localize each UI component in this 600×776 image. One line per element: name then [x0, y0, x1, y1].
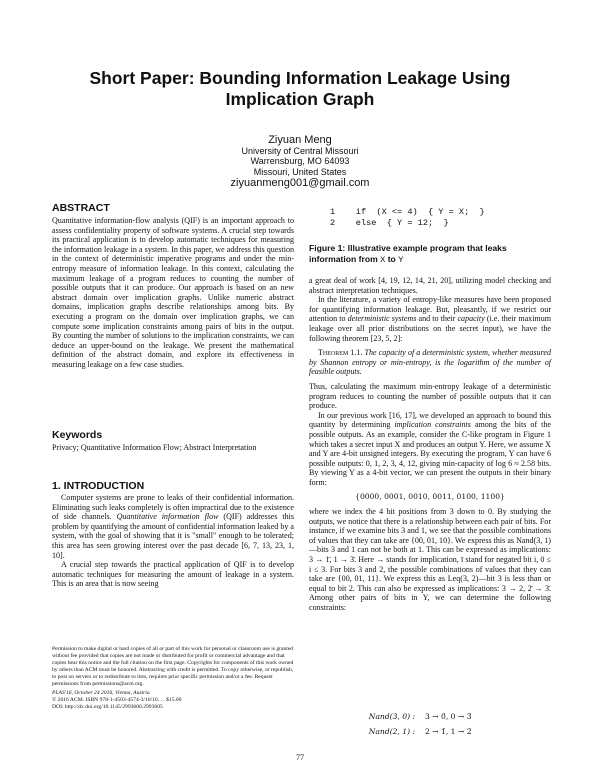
abstract-heading: ABSTRACT	[52, 202, 110, 214]
title-line-2: Implication Graph	[225, 89, 375, 109]
paragraph-thus: Thus, calculating the maximum min-entropy leakage of a deterministic program reduces to counting the number of possible outputs that it can produce.	[309, 381, 551, 411]
code-line-1: 1 if (X <= 4) { Y = X; }	[330, 207, 485, 217]
paragraph-where: where we index the 4 bit positions from 3 down to 0. By studying the outputs, we notice that there is a relationship between each pair of bits. For instance, if we examine bits 3 and 1, we see that the possible combinations of values that they can take are {00, 01, 10}. We express this as Nand(3, 1)—bits 3 and 1 can not be both at 1. This can be expressed as implications: 3 → 1̄, 1 → 3̄. Here → stands for implication, ī stand for negated bit i, 0 ≤ i ≤ 3. For bits 3 and 2, the possible combinations of values that they can take are {00, 01, 11}. We express this as Leq(3, 2)—bit 3 is less than or equal to bit 2. This can also be expressed as implications: 3 → 2, 2̄ → 3̄. Among other pairs of bits in Y, we can determine the following constraints:	[309, 507, 551, 612]
right-column-text	[309, 276, 551, 613]
permission-footnote	[52, 646, 294, 711]
title-line-1: Short Paper: Bounding Information Leakage Using	[89, 68, 511, 88]
copyright-line: © 2016 ACM. ISBN 978-1-4503-4574-3/16/10. . . $15.00	[52, 697, 182, 704]
intro-paragraph-2: A crucial step towards the practical application of QIF is to develop automatic techniques for measuring the amount of leakage in a system. This is an area that is now seeing	[52, 560, 294, 589]
abstract-text	[52, 216, 294, 370]
abstract-paragraph: Quantitative information-flow analysis (QIF) is an important approach to assess confidentiality property of software systems. A crucial step towards its practical application is to develop automatic techniques for measuring the information leakage in a system. In this paper, we address this question in the context of deterministic imperative programs and under the min-entropy measure of information leakage. In this context, calculating the maximum leakage of a program reduces to counting the number of possible outputs that it can produce. Our approach is based on an new abstract domain over implication graphs. Unlike numeric abstract domains, implication graphs describe relationships among bits. By executing a program on the domain over implication graphs, we can compute some implication constraints among pairs of bits in the output. By counting the number of solutions to the implication constraints, we can deduce an upper-bound on the leakage. We present the mathematical definition of the abstract domain, and explore its effectiveness in measuring leakage on a few case studies.	[52, 216, 294, 369]
intro-paragraph-1: Computer systems are prone to leaks of their confidential information. Eliminating such leaks completely is often impractical due to the existence of side channels. Quantitative information flow (QIF) addresses this problem by quantifying the amount of confidential information leaked by a system, with the goal of showing that it is "small" enough to be tolerated; this area has seen growing interest over the past decade [6, 7, 13, 23, 1, 10].	[52, 493, 294, 560]
equation-1-right: 3 → 0̄, 0 → 3̄	[425, 712, 472, 721]
intro-text	[52, 493, 294, 589]
paragraph-previous-work: In our previous work [16, 17], we developed an approach to bound this quantity by determining implication constraints among the bits of the possible outputs. As an example, consider the C-like program in Figure 1 which takes a secret input X and produces an output Y. Here, we assume X and Y are 4-bit unsigned integers. By executing the program, Y can have 6 possible outputs: 0, 1, 2, 3, 4, 12, giving min-capacity of log 6 ≈ 2.58 bits. By viewing Y as a 4-bit vector, we can present the outputs in their binary form:	[309, 410, 552, 487]
keywords-heading: Keywords	[52, 429, 103, 441]
author-email: ziyuanmeng001@gmail.com	[230, 177, 370, 189]
doi-line: DOI: http://dx.doi.org/10.1145/2993600.2993605	[52, 704, 163, 711]
affiliation-line-2: Warrensburg, MO 64093	[250, 156, 350, 166]
code-line-2: 2 else { Y = 12; }	[330, 218, 449, 228]
venue-line: PLAS'16, October 24 2016, Vienna, Austria	[52, 690, 150, 697]
page-number: 77	[296, 753, 304, 762]
equation-2-left: Nand(2, 1) :	[368, 727, 415, 736]
keywords-text: Privacy; Quantitative Information Flow; Abstract Interpretation	[52, 443, 257, 452]
paper-title	[60, 68, 540, 110]
permission-text: Permission to make digital or hard copies of all or part of this work for personal or classroom use is granted without fee provided that copies are not made or distributed for profit or commercial advantage and that copies bear this notice and the full citation on the first page. Copyrights for components of this work owned by others than ACM must be honored. Abstracting with credit is permitted. To copy otherwise, or republish, to post on servers or to redistribute to lists, requires prior specific permission and/or a fee. Request permissions from permissions@acm.org.	[52, 646, 294, 687]
equation-1-left: Nand(3, 0) :	[368, 712, 415, 721]
paragraph-continued: a great deal of work [4, 19, 12, 14, 21, 20], utilizing model checking and abstract interpretation techniques.	[309, 276, 551, 295]
figure-1-caption: Figure 1: Illustrative example program that leaks information from X to Y	[309, 243, 507, 265]
affiliation-line-1: University of Central Missouri	[241, 146, 359, 156]
intro-heading: 1. INTRODUCTION	[52, 480, 145, 492]
author-name: Ziyuan Meng	[268, 134, 332, 146]
affiliation-line-3: Missouri, United States	[253, 167, 347, 177]
binary-output-set: {0000, 0001, 0010, 0011, 0100, 1100}	[355, 492, 505, 502]
paragraph-literature: In the literature, a variety of entropy-like measures have been proposed for quantifying information leakage. But, pleasantly, if we restrict our attention to deterministic systems and to their capacity (i.e. their maximum leakage over all prior distributions on the secret input), we have the following theorem [23, 5, 2]:	[309, 295, 551, 343]
theorem-1-1: Theorem 1.1. The capacity of a deterministic system, whether measured by Shannon entropy or min-entropy, is the logarithm of the number of feasible outputs.	[309, 348, 551, 377]
equation-2-right: 2 → 1̄, 1 → 2̄	[425, 727, 472, 736]
